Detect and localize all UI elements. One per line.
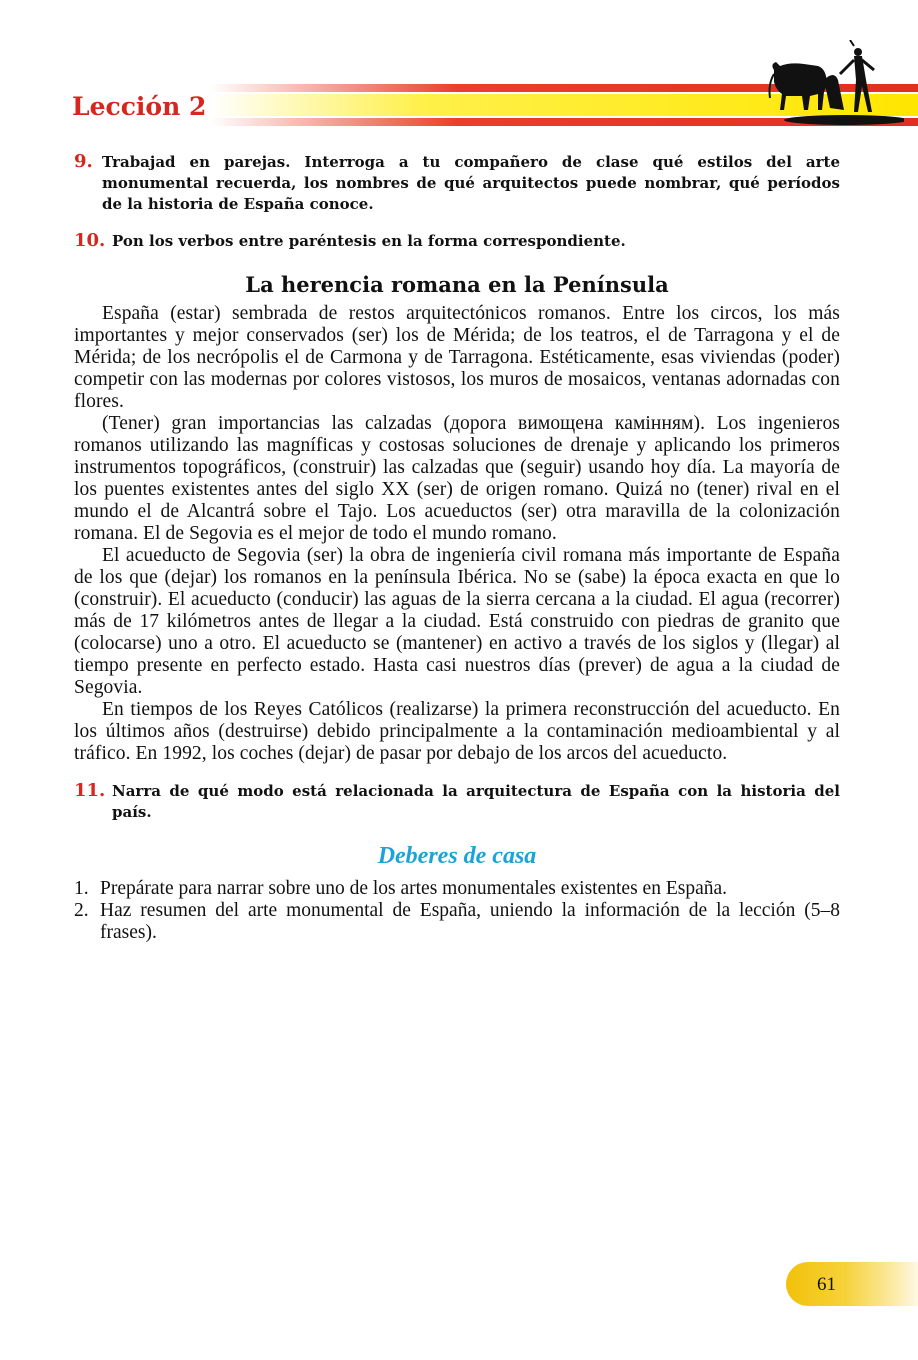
homework-item <box>74 900 840 944</box>
page-content <box>74 150 840 944</box>
homework-item <box>74 878 840 900</box>
task-number: 9. <box>74 151 93 172</box>
task-9 <box>74 152 840 215</box>
task-text: Trabajad en parejas. Interroga a tu compañero de clase qué estilos del arte monumental recuerda, los nombres de qué arquitectos puede nombrar, qué períodos de la historia de España conoce. <box>102 153 840 213</box>
homework-list <box>74 878 840 944</box>
homework-item-number: 2. <box>74 900 89 921</box>
task-number: 11. <box>74 780 106 801</box>
page-number-tab <box>786 1262 918 1306</box>
homework-title: Deberes de casa <box>377 843 537 869</box>
task-11 <box>74 781 840 823</box>
bullfighter-silhouette-icon <box>766 40 904 132</box>
reading-paragraph: España (estar) sembrada de restos arquitectónicos romanos. Entre los circos, los más importantes y mejor conservados (ser) los de Mérida; de los teatros, el de Tarragona y el de Mérida; de los necrópolis el de Carmona y de Tarragona. Estéticamente, esas viviendas (poder) competir con las modernas por colores vistosos, los muros de mosaicos, ventanas adornadas con flores. <box>74 303 840 412</box>
task-10 <box>74 231 840 252</box>
page-number: 61 <box>817 1274 836 1295</box>
reading-paragraph: El acueducto de Segovia (ser) la obra de ingeniería civil romana más importante de España de los que (dejar) los romanos en la península Ibérica. No se (sabe) la época exacta en que lo (construir). El acueducto (conducir) las aguas de la sierra cercana a la ciudad. El agua (recorrer) más de 17 kilómetros antes de llegar a la ciudad. Está construido con piedras de granito que (colocarse) uno a otro. El acueducto se (mantener) en activo a través de los siglos y (llegar) al tiempo presente en perfecto estado. Hasta casi nuestros días (prever) de agua a la ciudad de Segovia. <box>74 545 840 698</box>
reading-title: La herencia romana en la Península <box>245 272 669 297</box>
homework-item-text: Prepárate para narrar sobre uno de los artes monumentales existentes en España. <box>100 878 728 899</box>
reading-paragraph: En tiempos de los Reyes Católicos (realizarse) la primera reconstrucción del acueducto. En los últimos años (destruirse) debido principalmente a la contaminación medioambiental y al tráfico. En 1992, los coches (dejar) de pasar por debajo de los arcos del acueducto. <box>74 699 840 764</box>
homework-item-number: 1. <box>74 878 89 899</box>
reading-paragraph: (Tener) gran importancias las calzadas (дорога вимощена камінням). Los ingenieros romanos utilizando las magníficas y costosas soluciones de drenaje y aplicando los primeros instrumentos topográficos, (construir) las calzadas que (seguir) usando hoy día. La mayoría de los puentes existentes antes del siglo XX (ser) de origen romano. Quizá no (tener) rival en el mundo el de Alcantrá sobre el Tajo. Los acueductos (ser) otra maravilla de la colonización romana. El de Segovia es el mejor de todo el mundo romano. <box>74 413 840 544</box>
task-text: Narra de qué modo está relacionada la arquitectura de España con la historia del país. <box>112 782 840 821</box>
task-number: 10. <box>74 230 106 251</box>
task-text: Pon los verbos entre paréntesis en la forma correspondiente. <box>112 232 626 250</box>
lesson-title: Lección 2 <box>72 92 207 121</box>
homework-item-text: Haz resumen del arte monumental de España, uniendo la información de la lección (5–8 frases). <box>100 900 840 943</box>
